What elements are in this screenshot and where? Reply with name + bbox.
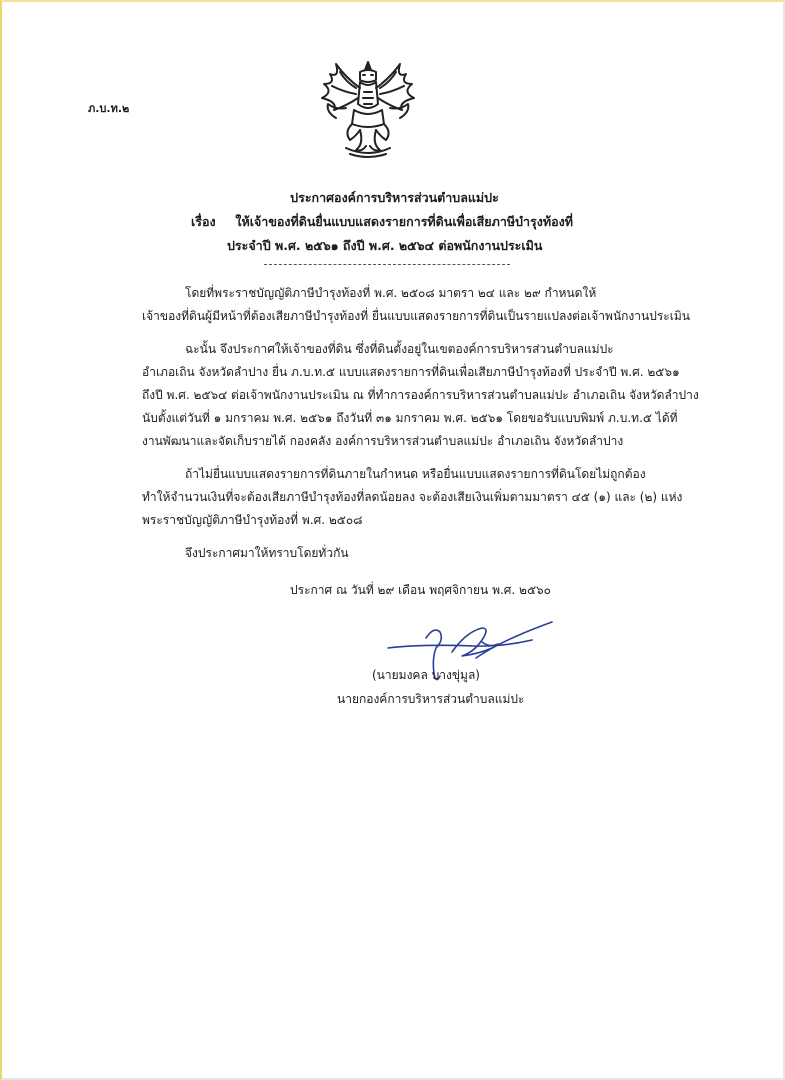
paragraph-2-line-1: ฉะนั้น จึงประกาศให้เจ้าของที่ดิน ซึ่งที่ดินตั้งอยู่ในเขตองค์การบริหารส่วนตำบลแม่ปะ <box>185 342 614 356</box>
paragraph-1-line-1: โดยที่พระราชบัญญัติภาษีบำรุงท้องที่ พ.ศ. ๒๕๐๘ มาตรา ๒๔ และ ๒๙ กำหนดให้ <box>185 286 597 300</box>
form-code: ภ.บ.ท.๒ <box>88 102 130 115</box>
paragraph-2-line-5: งานพัฒนาและจัดเก็บรายได้ กองคลัง องค์การบริหารส่วนตำบลแม่ปะ อำเภอเถิน จังหวัดลำปาง <box>142 434 624 448</box>
paragraph-1-line-2: เจ้าของที่ดินผู้มีหน้าที่ต้องเสียภาษีบำรุงท้องที่ ยื่นแบบแสดงรายการที่ดินเป็นรายแปลงต่อเจ้าพนักงานประเมิน <box>142 309 690 323</box>
paragraph-2-line-3: ถึงปี พ.ศ. ๒๕๖๔ ต่อเจ้าพนักงานประเมิน ณ ที่ทำการองค์การบริหารส่วนตำบลแม่ปะ อำเภอเถิน จังหวัดลำปาง <box>142 388 699 402</box>
subject-line-2: ประจำปี พ.ศ. ๒๕๖๑ ถึงปี พ.ศ. ๒๕๖๔ ต่อพนักงานประเมิน <box>227 238 543 253</box>
paragraph-3-line-3: พระราชบัญญัติภาษีบำรุงท้องที่ พ.ศ. ๒๕๐๘ <box>142 513 363 527</box>
paragraph-2-line-2: อำเภอเถิน จังหวัดลำปาง ยื่น ภ.บ.ท.๕ แบบแสดงรายการที่ดินเพื่อเสียภาษีบำรุงท้องที่ ประจำปี พ.ศ. ๒๕๖๑ <box>142 365 680 379</box>
paragraph-3-line-2: ทำให้จำนวนเงินที่จะต้องเสียภาษีบำรุงท้องที่ลดน้อยลง จะต้องเสียเงินเพิ่มตามมาตรา ๔๕ (๑) และ (๒) แห่ง <box>142 490 683 504</box>
garuda-emblem-icon <box>316 58 420 160</box>
paragraph-3-line-1: ถ้าไม่ยื่นแบบแสดงรายการที่ดินภายในกำหนด หรือยื่นแบบแสดงรายการที่ดินโดยไม่ถูกต้อง <box>185 467 646 481</box>
closing-statement: จึงประกาศมาให้ทราบโดยทั่วกัน <box>185 546 349 560</box>
subject-text-1: ให้เจ้าของที่ดินยื่นแบบแสดงรายการที่ดินเพื่อเสียภาษีบำรุงท้องที่ <box>235 214 573 229</box>
announcement-date: ประกาศ ณ วันที่ ๒๙ เดือน พฤศจิกายน พ.ศ. ๒๕๖๐ <box>290 583 551 597</box>
subject-line-1 <box>191 212 785 232</box>
subject-label: เรื่อง <box>191 214 216 229</box>
signatory-name: (นายมงคล บางขุ่มูล) <box>372 668 480 682</box>
signatory-position: นายกองค์การบริหารส่วนตำบลแม่ปะ <box>337 692 525 706</box>
heading-divider <box>264 264 510 265</box>
announcement-title: ประกาศองค์การบริหารส่วนตำบลแม่ปะ <box>290 190 499 205</box>
paragraph-2-line-4: นับตั้งแต่วันที่ ๑ มกราคม พ.ศ. ๒๕๖๑ ถึงวันที่ ๓๑ มกราคม พ.ศ. ๒๕๖๑ โดยขอรับแบบพิมพ์ ภ.บ.ท.๕ ได้ที่ <box>142 411 678 425</box>
